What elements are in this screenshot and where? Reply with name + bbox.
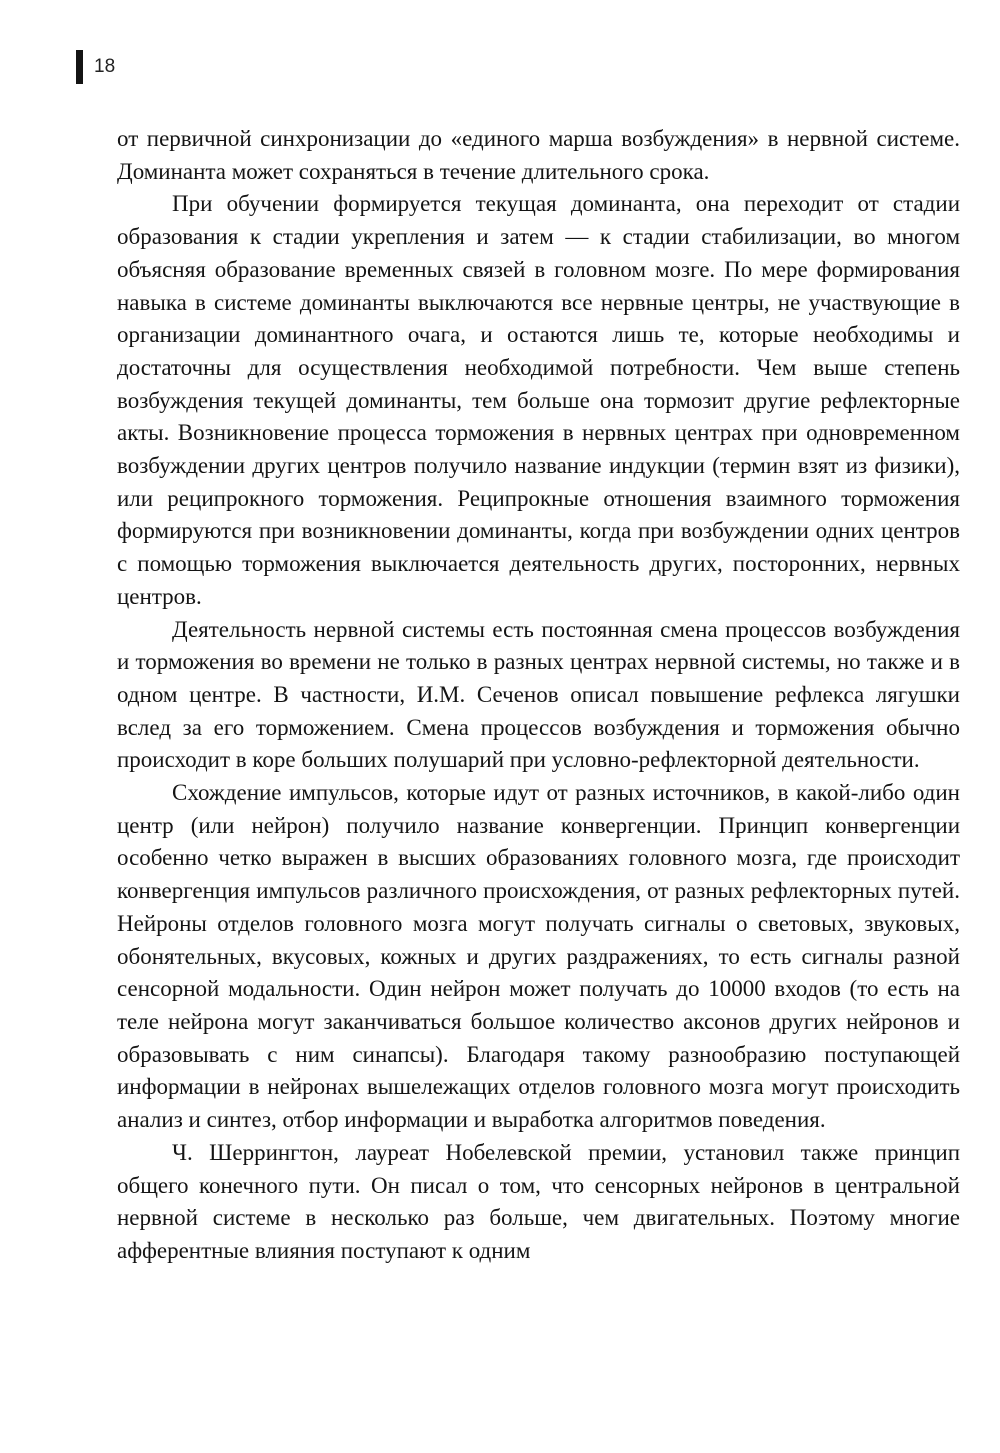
body-text [117, 123, 960, 1268]
page-header [76, 50, 115, 84]
paragraph-5: Ч. Шеррингтон, лауреат Нобелевской премии, установил также принцип общего конечного пути. Он писал о том, что сенсорных нейронов в центральной нервной системе в несколько раз больше, чем двигательных. Поэтому многие афферентные влияния поступают к одним [117, 1139, 960, 1263]
page-number: 18 [94, 56, 116, 77]
paragraph-1: от первичной синхронизации до «единого марша возбуждения» в нервной системе. Доминанта может сохраняться в течение длительного срока. [117, 126, 960, 184]
paragraph-3: Деятельность нервной системы есть постоянная смена процессов возбуждения и торможения во времени не только в разных центрах нервной системы, но также и в одном центре. В частности, И.М. Сеченов описал повышение рефлекса лягушки вслед за его торможением. Смена процессов возбуждения и торможения обычно происходит в коре больших полушарий при условно-рефлекторной деятельности. [117, 616, 960, 773]
paragraph-4: Схождение импульсов, которые идут от разных источников, в какой-либо один центр (или нейрон) получило название конвергенции. Принцип конвергенции особенно четко выражен в высших образованиях головного мозга, где происходит конвергенция импульсов различного происхождения, от разных рефлекторных путей. Нейроны отделов головного мозга могут получать сигналы о световых, звуковых, обонятельных, вкусовых, кожных и других раздражениях, то есть сигналы разной сенсорной модальности. Один нейрон может получать до 10000 входов (то есть на теле нейрона могут заканчиваться большое количество аксонов других нейронов и образовывать с ним синапсы). Благодаря такому разнообразию поступающей информации в нейронах вышележащих отделов головного мозга могут происходить анализ и синтез, отбор информации и выработка алгоритмов поведения. [117, 780, 960, 1133]
page-marker-bar [76, 50, 83, 84]
paragraph-2: При обучении формируется текущая доминанта, она переходит от стадии образования к стадии укрепления и затем — к стадии стабилизации, во многом объясняя образование временных связей в головном мозге. По мере формирования навыка в системе доминанты выключаются все нервные центры, не участвующие в организации доминантного очага, и остаются лишь те, которые необходимы и достаточны для осуществления необходимой потребности. Чем выше степень возбуждения текущей доминанты, тем больше она тормозит другие рефлекторные акты. Возникновение процесса торможения в нервных центрах при одновременном возбуждении других центров получило название индукции (термин взят из физики), или реципрокного торможения. Реципрокные отношения взаимного торможения формируются при возникновении доминанты, когда при возбуждении одних центров с помощью торможения выключается деятельность других, посторонних, нервных центров. [117, 191, 960, 609]
